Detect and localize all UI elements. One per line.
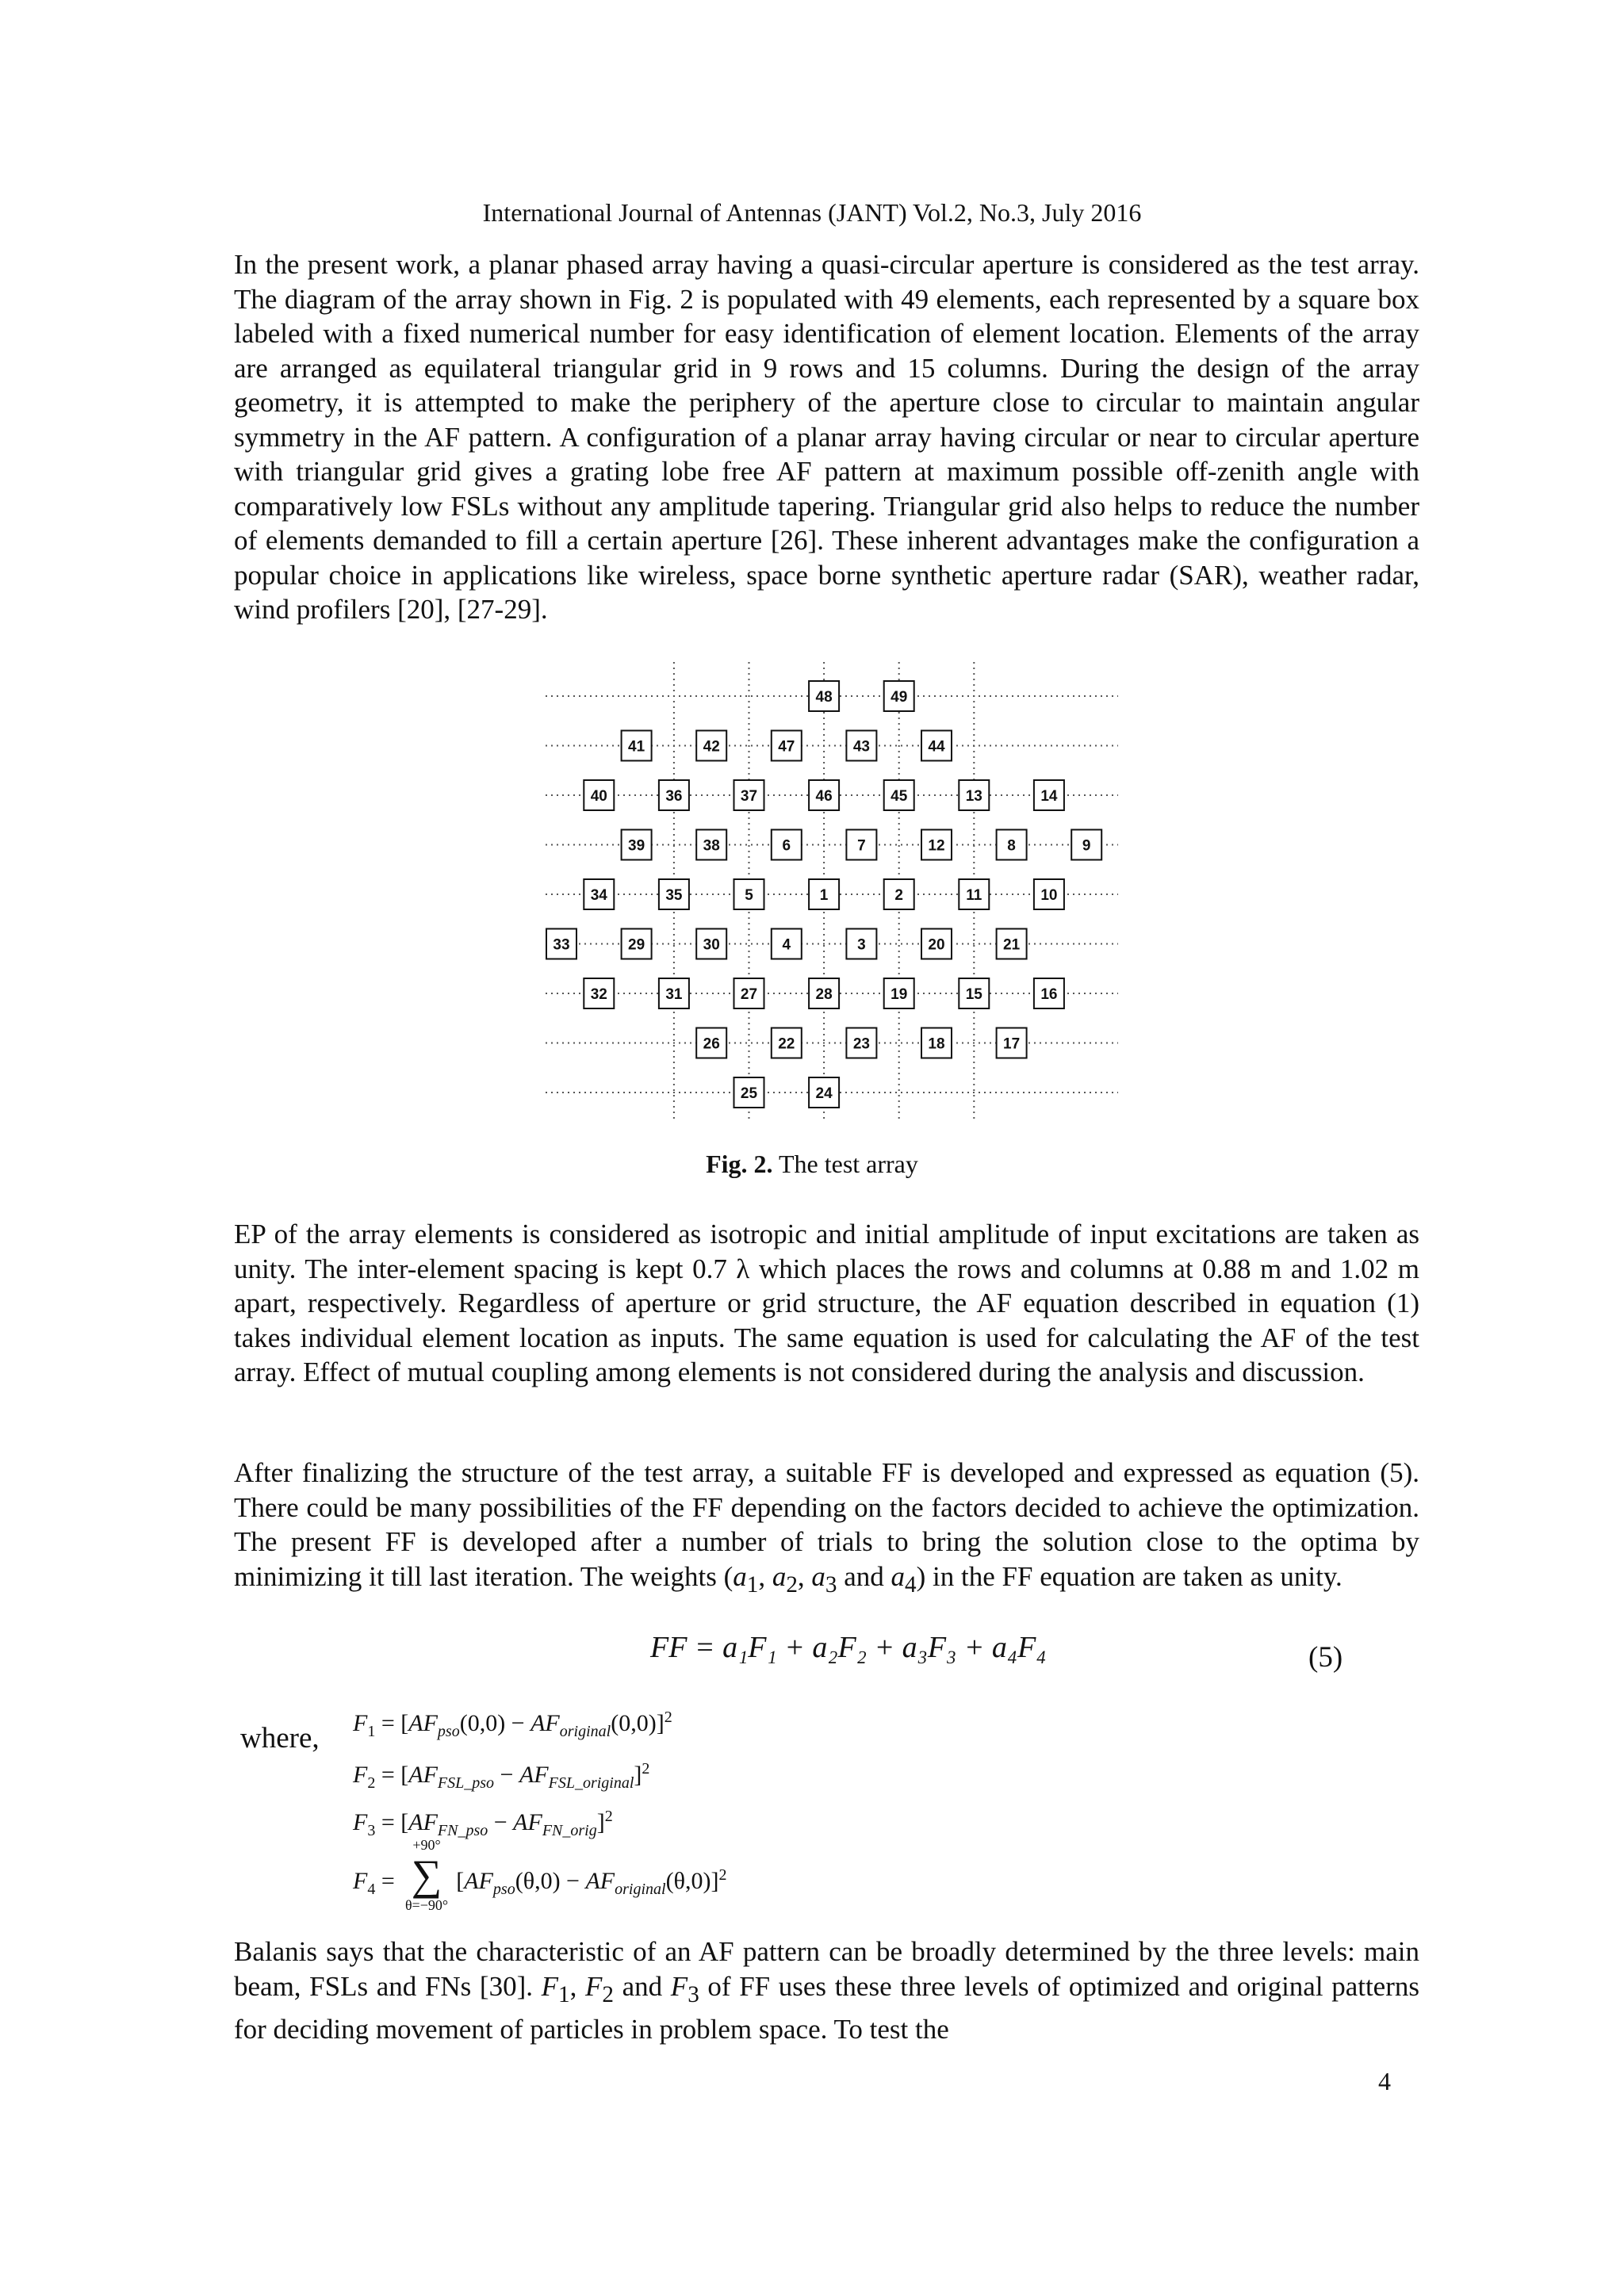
array-element-label: 46 [815,788,833,805]
array-element-label: 21 [1003,936,1021,954]
equation-f1: $F_1 = [AF_{pso}(0,0) - AF_{original}(0,0)]^2$ [353,1709,672,1740]
array-element-label: 28 [815,986,833,1003]
array-element-label: 19 [891,986,908,1003]
array-element-label: 9 [1082,837,1091,855]
array-element-label: 30 [703,936,720,954]
array-element-label: 5 [745,887,753,904]
paragraph-array-description: In the present work, a planar phased array having a quasi-circular aperture is considered as the test array. The diagram of the array shown in Fig. 2 is populated with 49 elements, each represented by a square box labeled with a fixed numerical number for easy identification of element location. Elements of the array are arranged as equilateral triangular grid in 9 rows and 15 columns. During the design of the array geometry, it is attempted to make the periphery of the aperture close to circular to maintain angular symmetry in the AF pattern. A configuration of a planar array having circular or near to circular aperture with triangular grid gives a grating lobe free AF pattern at maximum possible off-zenith angle with comparatively low FSLs without any amplitude tapering. Triangular grid also helps to reduce the number of elements demanded to fill a certain aperture [26]. These inherent advantages make the configuration a popular choice in applications like wireless, space borne synthetic aperture radar (SAR), weather radar, wind profilers [20], [27-29]. [234,249,1419,625]
figure-caption [0,1148,1624,1180]
array-element-label: 14 [1040,788,1058,805]
array-element-label: 13 [965,788,982,805]
array-element-label: 18 [928,1035,945,1053]
array-element-label: 49 [891,689,908,706]
array-element-label: 31 [665,986,683,1003]
array-element-label: 8 [1007,837,1016,855]
array-element-label: 20 [928,936,945,954]
page-number: 4 [1378,2067,1391,2095]
sum-sign: ∑ [411,1851,442,1899]
equation-number: (5) [1308,1641,1343,1674]
array-element-label: 25 [740,1085,758,1102]
caption-label: Fig. 2. [706,1150,773,1178]
figure-test-array [0,662,1624,1122]
array-element-label: 32 [590,986,607,1003]
array-element-label: 4 [782,936,791,954]
array-element-label: 41 [628,738,645,756]
array-element-label: 44 [928,738,945,756]
array-element-label: 40 [590,788,607,805]
array-element-label: 7 [857,837,866,855]
array-element-label: 2 [894,887,903,904]
where-label: where, [240,1722,320,1755]
array-element-label: 26 [703,1035,720,1053]
array-element-label: 37 [740,788,758,805]
array-element-label: 34 [590,887,607,904]
sum-upper-limit: +90° [412,1837,441,1853]
running-header: International Journal of Antennas (JANT) Vol.2, No.3, July 2016 [482,198,1142,227]
equation-f3: $F_3 = [AF_{FN\_pso} - AF_{FN\_orig}]^2$ [353,1808,613,1839]
array-element-label: 42 [703,738,720,756]
array-element-label: 24 [815,1085,833,1102]
array-element-label: 22 [778,1035,795,1053]
array-element-label: 43 [852,738,870,756]
array-element-label: 38 [703,837,720,855]
paragraph-balanis: Balanis says that the characteristic of an AF pattern can be broadly determined by the three levels: main beam, FSLs and FNs [30]. $F_1$, $F_2$ and $F_3$ of FF uses these three levels of optimized and original patterns for deciding movement of particles in problem space. To test the [234,1936,1419,2045]
array-element-label: 47 [778,738,795,756]
paragraph-element-pattern: EP of the array elements is considered as isotropic and initial amplitude of input excitations are taken as unity. The inter-element spacing is kept 0.7 λ which places the rows and columns at 0.88 m and 1.02 m apart, respectively. Regardless of aperture or grid structure, the AF equation described in equation (1) takes individual element location as inputs. The same equation is used for calculating the AF of the test array. Effect of mutual coupling among elements is not considered during the analysis and discussion. [234,1219,1419,1387]
caption-text: The test array [772,1150,918,1178]
array-element-label: 17 [1003,1035,1021,1053]
array-element-label: 16 [1040,986,1058,1003]
equation-f2: $F_2 = [AF_{FSL\_pso} - AF_{FSL\_original}]^2$ [353,1760,650,1792]
array-element-label: 6 [782,837,791,855]
array-element-label: 36 [665,788,683,805]
array-element-label: 33 [553,936,570,954]
equation-ff: FF = a₁F₁ + a₂F₂ + a₃F₃ + a₄F₄ [650,1631,1047,1664]
sum-lower-limit: θ=−90° [404,1897,449,1913]
array-element-label: 12 [928,837,945,855]
paragraph-fitness-function: After finalizing the structure of the test array, a suitable FF is developed and expressed as equation (5). There could be many possibilities of the FF depending on the factors decided to achieve the optimization. The present FF is developed after a number of trials to bring the solution close to the optima by minimizing it till last iteration. The weights ($a_1$, $a_2$, $a_3$ and $a_4$) in the FF equation are taken as unity. [234,1457,1419,1598]
array-element-label: 11 [966,887,982,904]
array-element-label: 35 [665,887,683,904]
array-element-label: 3 [857,936,866,954]
array-element-label: 48 [815,689,833,706]
array-element-label: 10 [1040,887,1058,904]
array-element-label: 23 [852,1035,870,1053]
array-element-label: 15 [965,986,982,1003]
array-element-label: 39 [628,837,645,855]
array-diagram [0,662,1624,1122]
array-element-label: 45 [891,788,908,805]
array-element-label: 27 [740,986,758,1003]
array-element-label: 29 [628,936,645,954]
equation-f4: $F_4 = [AF_{pso}(\theta,0) - AF_{original}(\theta,0)]^2$ [353,1866,727,1898]
array-element-label: 1 [819,887,829,904]
